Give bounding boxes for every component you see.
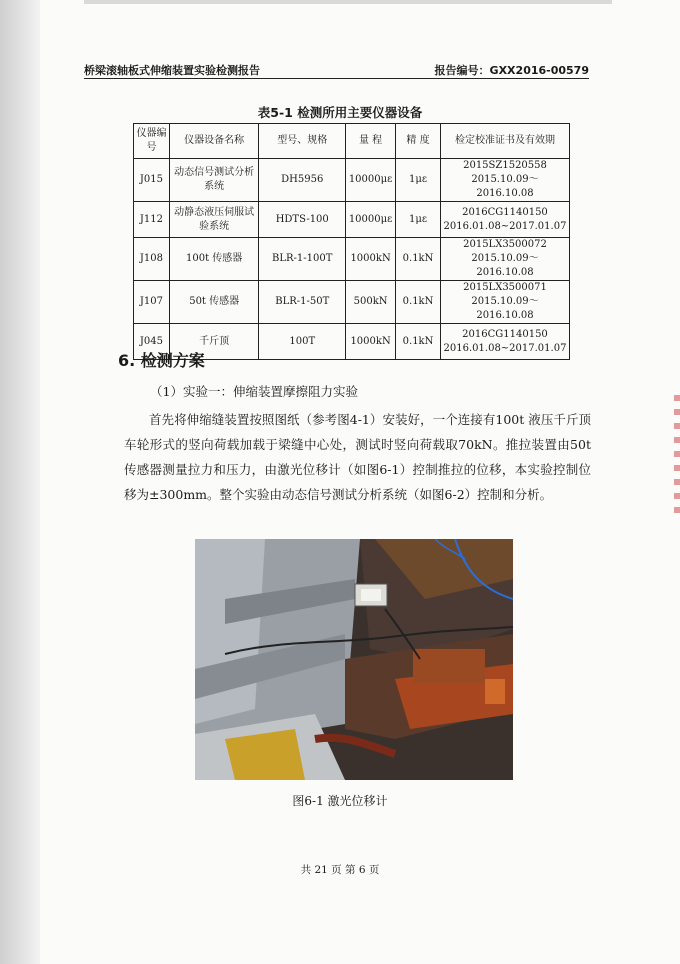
page-footer: 共 21 页 第 6 页 — [300, 864, 380, 876]
cell-name: 动静态液压伺服试验系统 — [169, 202, 258, 238]
column-header: 量 程 — [346, 124, 396, 159]
table-row — [134, 281, 570, 324]
cell-certificate — [440, 324, 569, 360]
column-header: 检定校准证书及有效期 — [440, 124, 569, 159]
cert-validity: 2016.01.08~2017.01.07 — [443, 220, 567, 232]
cert-number: 2016CG1140150 — [462, 328, 548, 340]
cell-certificate — [440, 281, 569, 324]
cell-name: 千斤顶 — [169, 324, 258, 360]
cell-certificate — [440, 159, 569, 202]
cell-name: 50t 传感器 — [169, 281, 258, 324]
header-report-number: 报告编号：GXX2016-00579 — [434, 64, 589, 77]
column-header: 仪器设备名称 — [169, 124, 258, 159]
cell-id: J107 — [134, 281, 170, 324]
cell-range: 10000με — [346, 202, 396, 238]
section-heading: 6. 检测方案 — [118, 351, 205, 370]
header-title: 桥梁滚轴板式伸缩装置实验检测报告 — [84, 64, 260, 77]
cell-name: 100t 传感器 — [169, 238, 258, 281]
cell-precision: 0.1kN — [396, 281, 441, 324]
scan-top-edge — [84, 0, 612, 4]
cell-range: 1000kN — [346, 238, 396, 281]
page-header — [84, 60, 589, 79]
cell-precision: 1με — [396, 202, 441, 238]
figure-caption: 图6-1 激光位移计 — [292, 794, 388, 808]
table-row — [134, 159, 570, 202]
cell-range: 1000kN — [346, 324, 396, 360]
table-caption: 表5-1 检测所用主要仪器设备 — [257, 105, 423, 120]
cell-precision: 0.1kN — [396, 324, 441, 360]
cert-number: 2015LX3500071 — [463, 282, 547, 293]
table-header-row — [134, 124, 570, 159]
cert-validity: 2015.10.09～2016.10.08 — [471, 296, 539, 321]
table-row — [134, 202, 570, 238]
cell-precision: 0.1kN — [396, 238, 441, 281]
instrument-table — [133, 123, 570, 360]
cell-id: J112 — [134, 202, 170, 238]
photo-illustration — [195, 539, 513, 780]
cert-validity: 2015.10.09～2016.10.08 — [471, 174, 539, 199]
cell-model: 100T — [259, 324, 346, 360]
cell-id: J045 — [134, 324, 170, 360]
subsection-heading: （1）实验一：伸缩装置摩擦阻力实验 — [150, 384, 358, 399]
cell-certificate — [440, 238, 569, 281]
table-row — [134, 238, 570, 281]
column-header: 精 度 — [396, 124, 441, 159]
cert-number: 2016CG1140150 — [462, 206, 548, 218]
seal-stamp-edge — [674, 395, 680, 515]
cell-model: BLR-1-50T — [259, 281, 346, 324]
cell-id: J015 — [134, 159, 170, 202]
page-binding-shadow — [0, 0, 40, 964]
cell-model: BLR-1-100T — [259, 238, 346, 281]
column-header: 仪器编号 — [134, 124, 170, 159]
laser-displacement-meter-photo — [195, 539, 513, 780]
cert-number: 2015SZ1520558 — [463, 160, 547, 171]
cell-model: HDTS-100 — [259, 202, 346, 238]
column-header: 型号、规格 — [259, 124, 346, 159]
body-paragraph: 首先将伸缩缝装置按照图纸（参考图4-1）安装好，一个连接有100t 液压千斤顶车轮形式的竖向荷载加载于梁缝中心处，测试时竖向荷载取70kN。推拉装置由50t 传感器测量拉力和压力，由激光位移计（如图6-1）控制推拉的位移，本实验控制位移为±300mm。整个实验由动态信号测试分析系统（如图6-2）控制和分析。 — [124, 412, 591, 502]
cert-validity: 2015.10.09～2016.10.08 — [471, 253, 539, 278]
cert-number: 2015LX3500072 — [463, 239, 547, 250]
cert-validity: 2016.01.08~2017.01.07 — [443, 342, 567, 354]
cell-model: DH5956 — [259, 159, 346, 202]
cell-name: 动态信号测试分析系统 — [169, 159, 258, 202]
cell-range: 10000με — [346, 159, 396, 202]
cell-id: J108 — [134, 238, 170, 281]
cell-certificate — [440, 202, 569, 238]
cell-range: 500kN — [346, 281, 396, 324]
cell-precision: 1με — [396, 159, 441, 202]
